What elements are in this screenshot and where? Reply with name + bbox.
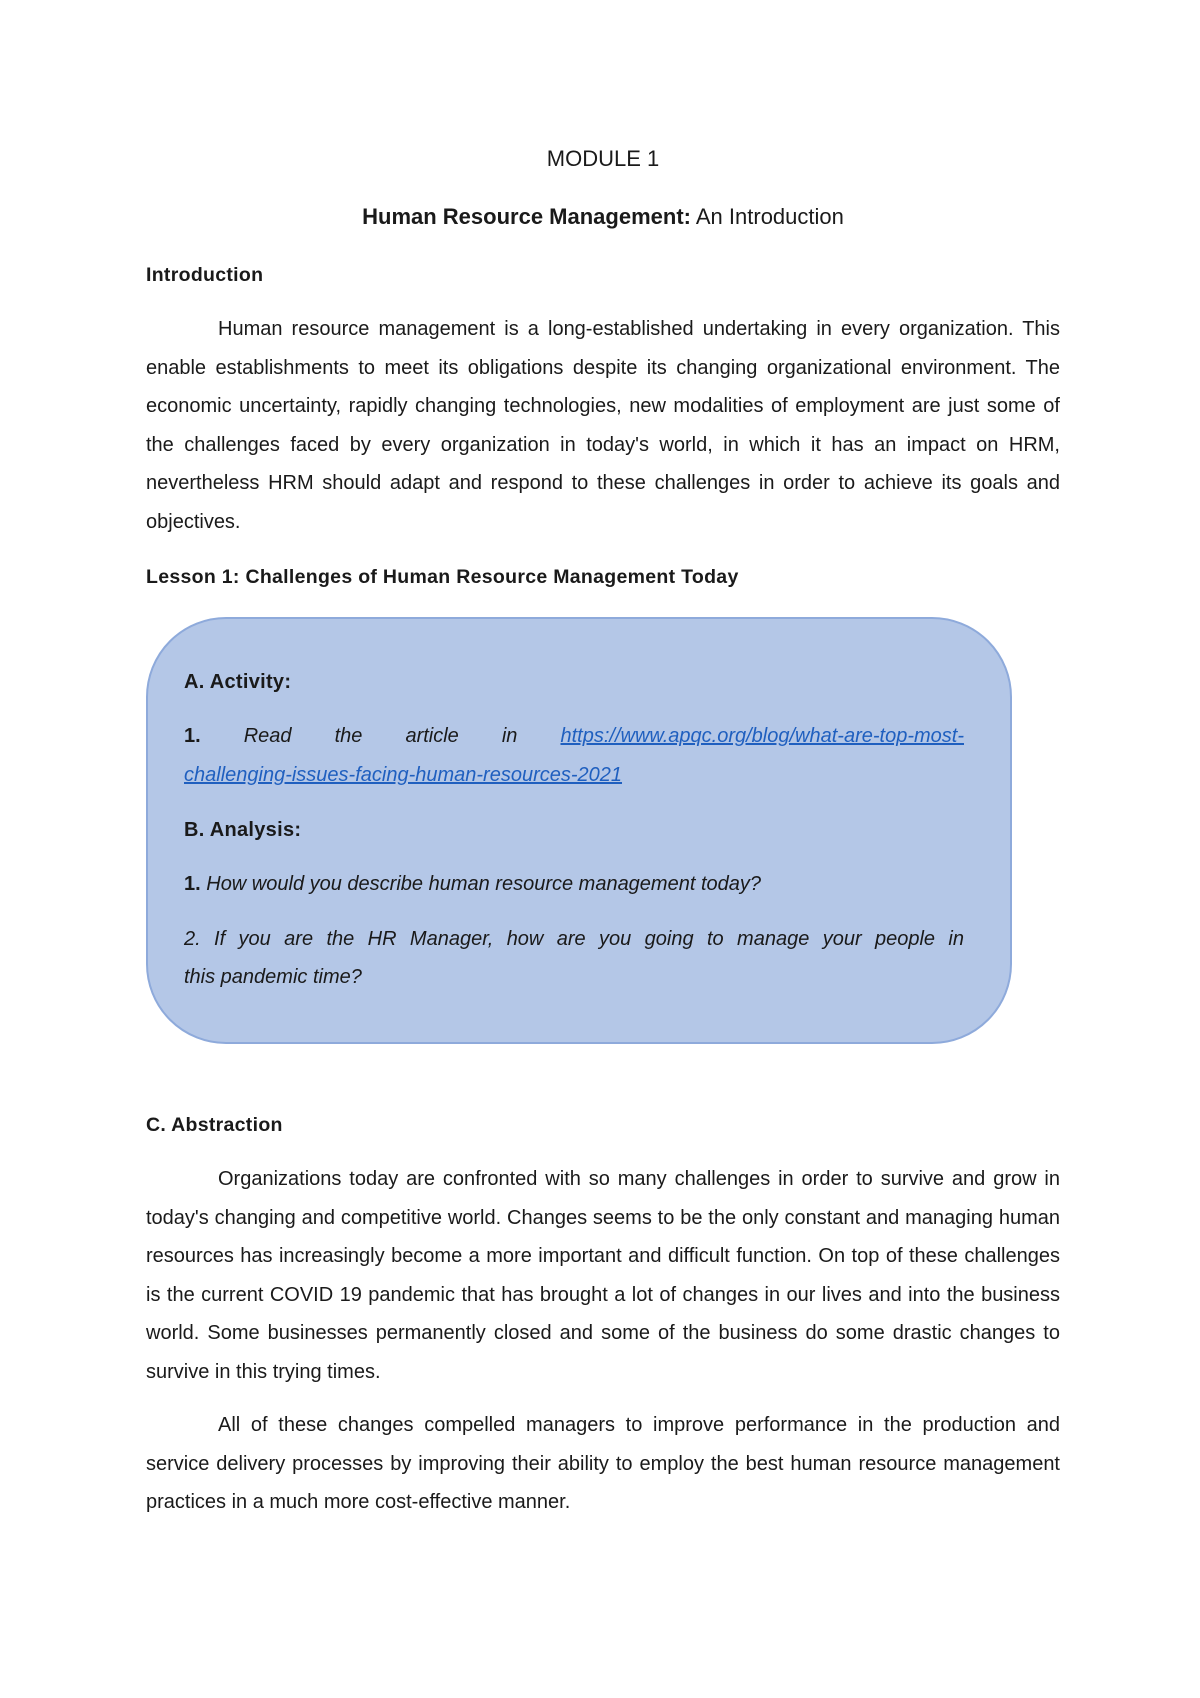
activity-item-1 [184,717,964,756]
abstraction-paragraph-2: All of these changes compelled managers to improve performance in the production and service delivery processes by improving their ability to employ the best human resource management practices in a much more cost-effective manner. [146,1414,1060,1513]
analysis-question-2: 2. If you are the HR Manager, how are you going to manage your people in [184,928,964,950]
activity-item-1-text: Read the article in [200,725,561,747]
abstraction-heading: C. Abstraction [146,1114,283,1136]
introduction-paragraph: Human resource management is a long-established undertaking in every organization. This enable establishments to meet its obligations despite its changing organizational environment. The economic uncertainty, rapidly changing technologies, new modalities of employment are just some of the challenges faced by every organization in today's world, in which it has an impact on HRM, nevertheless HRM should adapt and respond to these challenges in order to achieve its goals and objectives. [146,318,1060,533]
analysis-question-2-cont: this pandemic time? [184,966,362,988]
analysis-question-1-number: 1. [184,873,201,895]
introduction-heading: Introduction [146,264,264,286]
module-title: MODULE 1 [546,146,660,171]
analysis-question-1 [184,865,964,904]
activity-item-1-cont [184,756,964,795]
activity-item-1-number: 1. [184,725,201,747]
analysis-heading: B. Analysis: [184,819,302,841]
lesson-heading: Lesson 1: Challenges of Human Resource Management Today [146,566,739,588]
subtitle-normal: An Introduction [690,204,844,229]
abstraction-paragraph-1: Organizations today are confronted with so many challenges in order to survive and grow in today's changing and competitive world. Changes seems to be the only constant and managing human resources has increasingly become a more important and difficult function. On top of these challenges is the current COVID 19 pandemic that has brought a lot of changes in our lives and into the business world. Some businesses permanently closed and some of the business do some drastic changes to survive in this trying times. [146,1168,1060,1383]
activity-heading: A. Activity: [184,671,292,693]
module-subtitle [146,204,1060,230]
article-link-continued[interactable]: challenging-issues-facing-human-resources-2021 [184,764,623,786]
analysis-question-1-text: How would you describe human resource management today? [200,873,761,895]
subtitle-bold: Human Resource Management: [362,204,691,229]
activity-analysis-box [146,617,1012,1044]
article-link[interactable]: https://www.apqc.org/blog/what-are-top-most- [560,725,964,747]
